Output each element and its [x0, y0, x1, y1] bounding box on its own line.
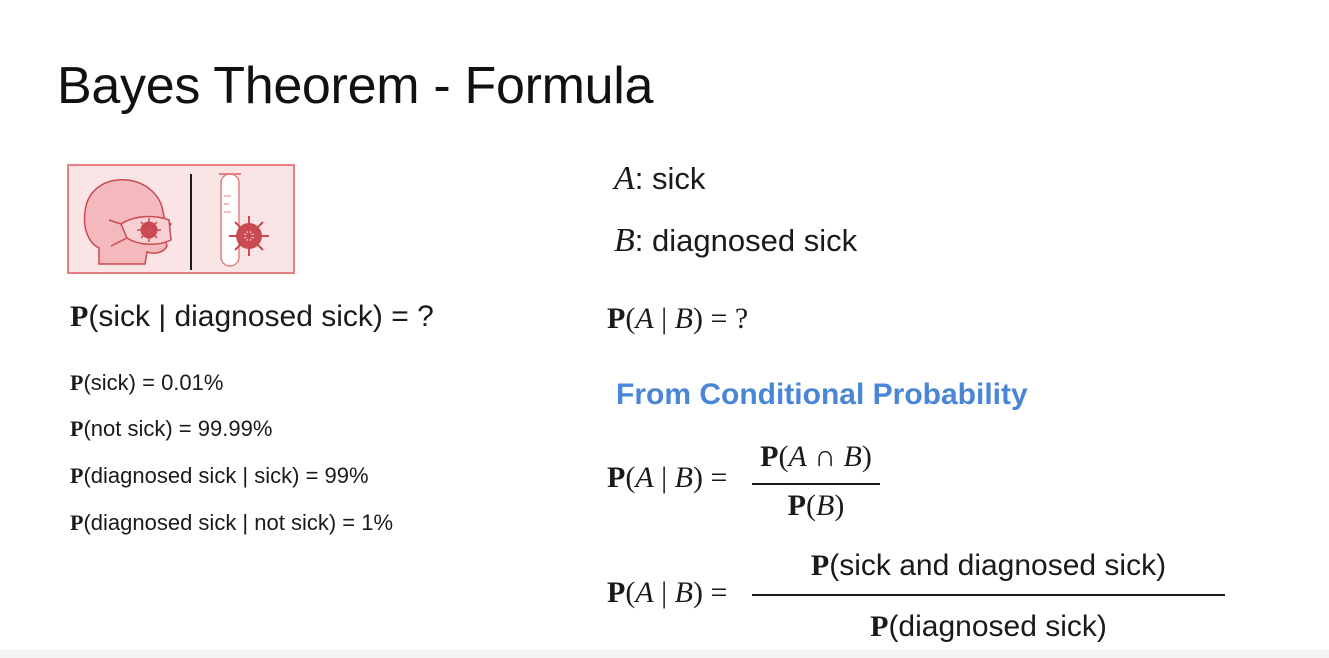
variable-a: A [635, 302, 654, 335]
fact-text: (diagnosed sick | sick) = 99% [83, 463, 369, 488]
equals: ) = [693, 461, 728, 494]
variable-b: B [674, 461, 693, 494]
variable-b: B [674, 576, 693, 609]
illustration-box [67, 164, 295, 274]
left-question [70, 300, 434, 334]
formula1-lhs [607, 461, 727, 495]
definition-text: : diagnosed sick [634, 223, 858, 258]
definition-text: : sick [634, 161, 706, 196]
fact-line [70, 370, 223, 396]
formula2-denominator-text: (diagnosed sick) [888, 610, 1107, 643]
paren: ) [834, 489, 845, 522]
intersection: ∩ [806, 440, 844, 473]
given-bar: | [653, 576, 675, 609]
formula2-lhs [607, 576, 727, 610]
formula2-denominator [752, 610, 1225, 644]
probability-symbol: P [787, 489, 806, 522]
formula1-fraction-bar [752, 483, 880, 485]
probability-symbol: P [810, 549, 830, 582]
probability-symbol: P [70, 370, 84, 395]
bottom-strip [0, 650, 1329, 658]
slide-title: Bayes Theorem - Formula [57, 57, 654, 115]
probability-symbol: P [70, 300, 89, 333]
formula1-numerator [752, 440, 880, 474]
variable-a: A [614, 160, 635, 197]
probability-symbol: P [70, 416, 84, 441]
test-tube-virus-icon [219, 174, 269, 266]
fact-line [70, 416, 272, 442]
illustration-svg [69, 166, 297, 276]
formula2-numerator [752, 549, 1225, 583]
probability-symbol: P [607, 302, 626, 335]
given-bar: | [653, 461, 675, 494]
probability-symbol: P [870, 610, 889, 643]
definition-a [614, 160, 705, 198]
formula2-fraction-bar [752, 594, 1225, 596]
probability-symbol: P [760, 440, 779, 473]
question-end: ) = ? [693, 302, 749, 335]
paren: ( [778, 440, 789, 473]
variable-b: B [816, 489, 835, 522]
variable-b: B [843, 440, 862, 473]
fact-line [70, 463, 369, 489]
probability-symbol: P [70, 463, 84, 488]
fact-text: (diagnosed sick | not sick) = 1% [83, 510, 394, 535]
fact-text: (sick) = 0.01% [83, 370, 224, 395]
given-bar: | [653, 302, 675, 335]
variable-b: B [674, 302, 693, 335]
paren: ( [806, 489, 816, 522]
section-heading: From Conditional Probability [616, 378, 1028, 411]
formula1-denominator [752, 489, 880, 523]
variable-b: B [614, 222, 635, 259]
paren: ( [625, 576, 636, 609]
probability-symbol: P [607, 461, 626, 494]
fact-line [70, 510, 393, 536]
paren: ( [625, 461, 636, 494]
formula2-numerator-text: (sick and diagnosed sick) [829, 549, 1167, 582]
left-question-text: (sick | diagnosed sick) = ? [88, 300, 434, 333]
paren: ( [625, 302, 636, 335]
right-question [607, 302, 748, 336]
variable-a: A [635, 576, 654, 609]
fact-text: (not sick) = 99.99% [83, 416, 273, 441]
variable-a: A [788, 440, 807, 473]
paren: ) [861, 440, 872, 473]
masked-head-icon [85, 180, 171, 264]
probability-symbol: P [607, 576, 626, 609]
probability-symbol: P [70, 510, 84, 535]
definition-b [614, 222, 857, 260]
equals: ) = [693, 576, 728, 609]
variable-a: A [635, 461, 654, 494]
